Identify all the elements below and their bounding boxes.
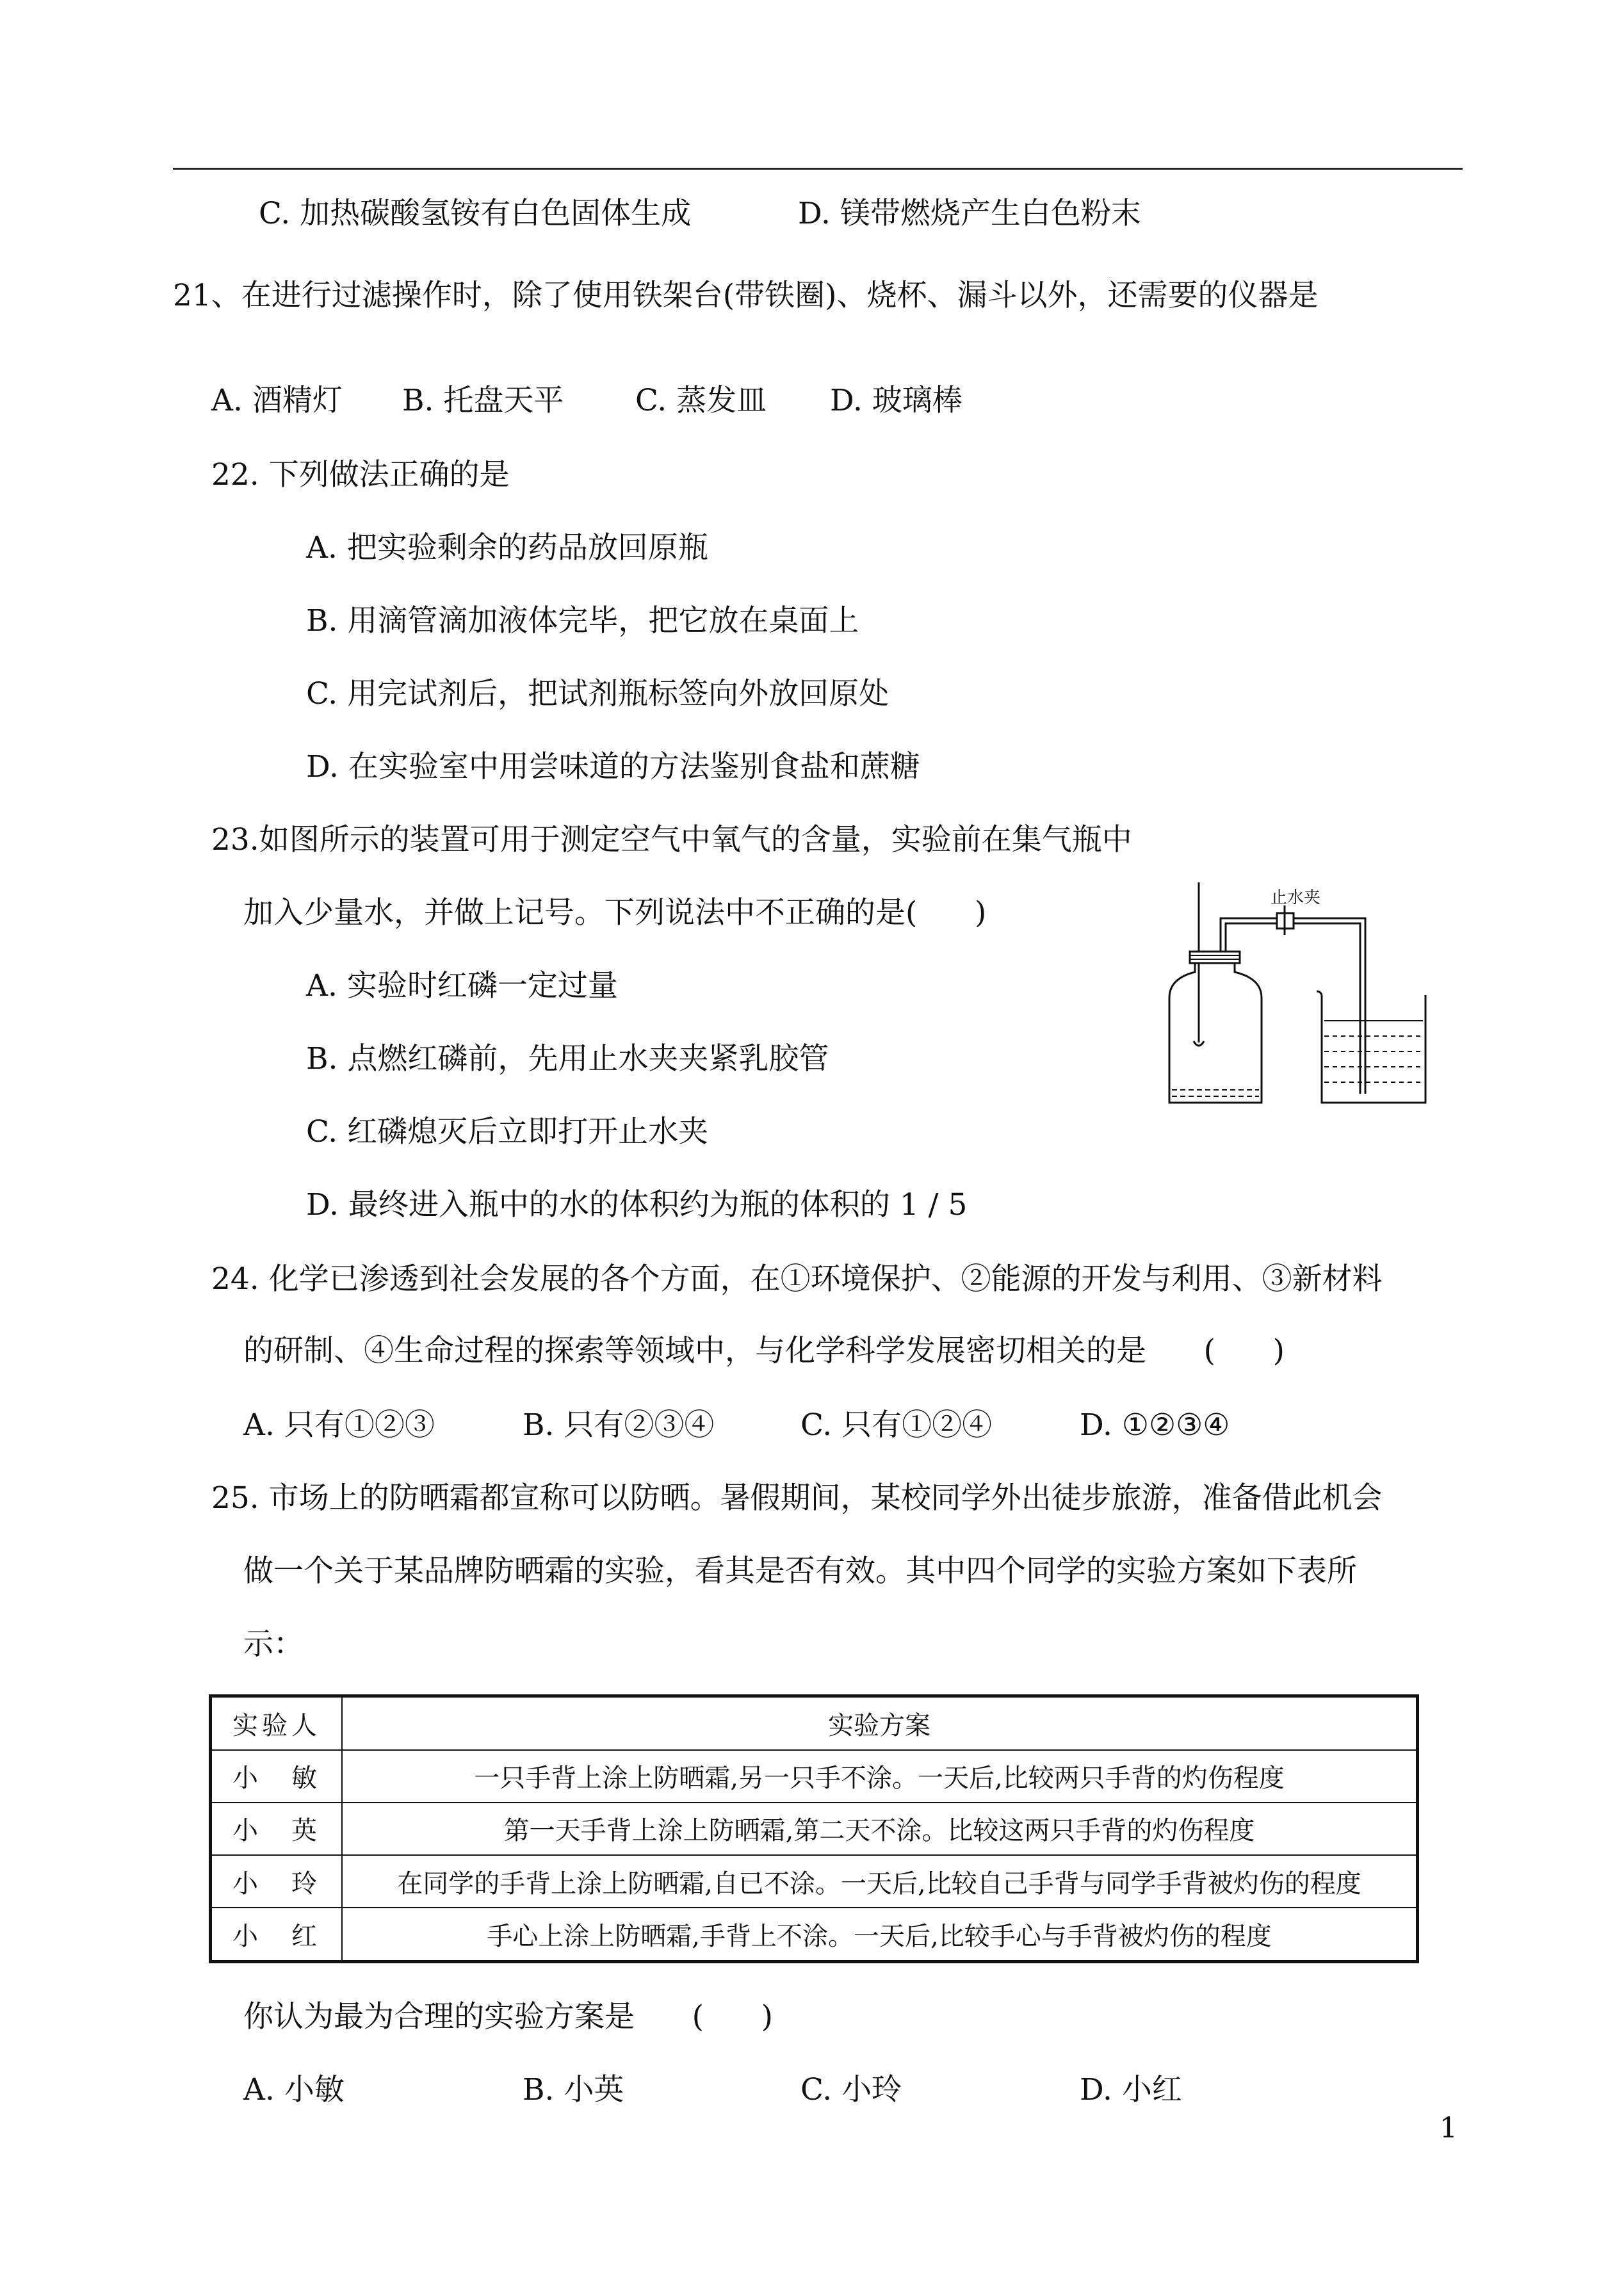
q25-option-b: B. 小英 [523,2072,624,2107]
table-cell-plan: 一只手背上涂上防晒霜,另一只手不涂。一天后,比较两只手背的灼伤程度 [342,1750,1418,1803]
q22-stem: 22. 下列做法正确的是 [211,457,510,492]
q22-option-c: C. 用完试剂后，把试剂瓶标签向外放回原处 [306,676,889,711]
q25-stem-line2: 做一个关于某品牌防晒霜的实验，看其是否有效。其中四个同学的实验方案如下表所 [243,1553,1357,1589]
q24-stem-line2: 的研制、④生命过程的探索等领域中，与化学科学发展密切相关的是 ( ) [243,1333,1285,1368]
q23-option-d: D. 最终进入瓶中的水的体积约为瓶的体积的 1 / 5 [306,1187,968,1222]
table-row [211,1855,1418,1908]
q22-option-d: D. 在实验室中用尝味道的方法鉴别食盐和蔗糖 [306,749,920,784]
q23-stem-line2: 加入少量水，并做上记号。下列说法中不正确的是( ) [243,895,987,930]
q20-option-d: D. 镁带燃烧产生白色粉末 [798,196,1141,231]
table-header-person: 实验人 [211,1696,343,1750]
header-rule [173,168,1463,170]
table-cell-plan: 第一天手背上涂上防晒霜,第二天不涂。比较这两只手背的灼伤程度 [342,1803,1418,1855]
q25-option-a: A. 小敏 [243,2072,345,2107]
table-header-row [211,1696,1418,1750]
q21-stem: 21、在进行过滤操作时，除了使用铁架台(带铁圈)、烧杯、漏斗以外，还需要的仪器是 [173,278,1319,313]
q24-option-d: D. ①②③④ [1080,1407,1230,1443]
q24-stem-line1: 24. 化学已渗透到社会发展的各个方面，在①环境保护、②能源的开发与利用、③新材料 [211,1261,1383,1297]
table-cell-person: 小 红 [211,1908,343,1961]
q23-apparatus-figure [1157,876,1451,1119]
q25-stem-line3: 示： [243,1626,304,1662]
q21-option-c: C. 蒸发皿 [635,383,767,418]
table-cell-person: 小 敏 [211,1750,343,1803]
q22-option-a: A. 把实验剩余的药品放回原瓶 [306,530,708,565]
stopcock-label: 止水夹 [1271,888,1321,907]
page-number: 1 [1440,2112,1458,2145]
q25-option-c: C. 小玲 [800,2072,902,2107]
q20-option-c: C. 加热碳酸氢铵有白色固体生成 [259,196,692,231]
q23-option-a: A. 实验时红磷一定过量 [306,968,618,1003]
gas-bottle-icon [1169,952,1262,1103]
table-row [211,1803,1418,1855]
q22-option-b: B. 用滴管滴加液体完毕，把它放在桌面上 [306,603,859,638]
q21-option-b: B. 托盘天平 [402,383,564,418]
q25-option-d: D. 小红 [1080,2072,1182,2107]
table-header-plan: 实验方案 [342,1696,1418,1750]
table-row [211,1908,1418,1961]
q21-option-d: D. 玻璃棒 [830,383,962,418]
table-cell-person: 小 玲 [211,1855,343,1908]
table-cell-plan: 手心上涂上防晒霜,手背上不涂。一天后,比较手心与手背被灼伤的程度 [342,1908,1418,1961]
table-row [211,1750,1418,1803]
q25-stem-line1: 25. 市场上的防晒霜都宣称可以防晒。暑假期间，某校同学外出徒步旅游，准备借此机会 [211,1480,1383,1516]
experiment-table [209,1694,1419,1963]
q24-option-c: C. 只有①②④ [800,1407,993,1443]
stopcock-clamp-icon [1277,905,1294,935]
beaker-icon [1317,991,1425,1103]
q23-stem-line1: 23.如图所示的装置可用于测定空气中氧气的含量，实验前在集气瓶中 [211,822,1132,857]
table-cell-plan: 在同学的手背上涂上防晒霜,自已不涂。一天后,比较自己手背与同学手背被灼伤的程度 [342,1855,1418,1908]
q23-option-c: C. 红磷熄灭后立即打开止水夹 [306,1114,709,1149]
table-cell-person: 小 英 [211,1803,343,1855]
q21-option-a: A. 酒精灯 [211,383,343,418]
q24-option-a: A. 只有①②③ [243,1407,435,1443]
q24-option-b: B. 只有②③④ [523,1407,715,1443]
q23-option-b: B. 点燃红磷前，先用止水夹夹紧乳胶管 [306,1041,829,1076]
q25-question: 你认为最为合理的实验方案是 ( ) [243,1999,773,2034]
